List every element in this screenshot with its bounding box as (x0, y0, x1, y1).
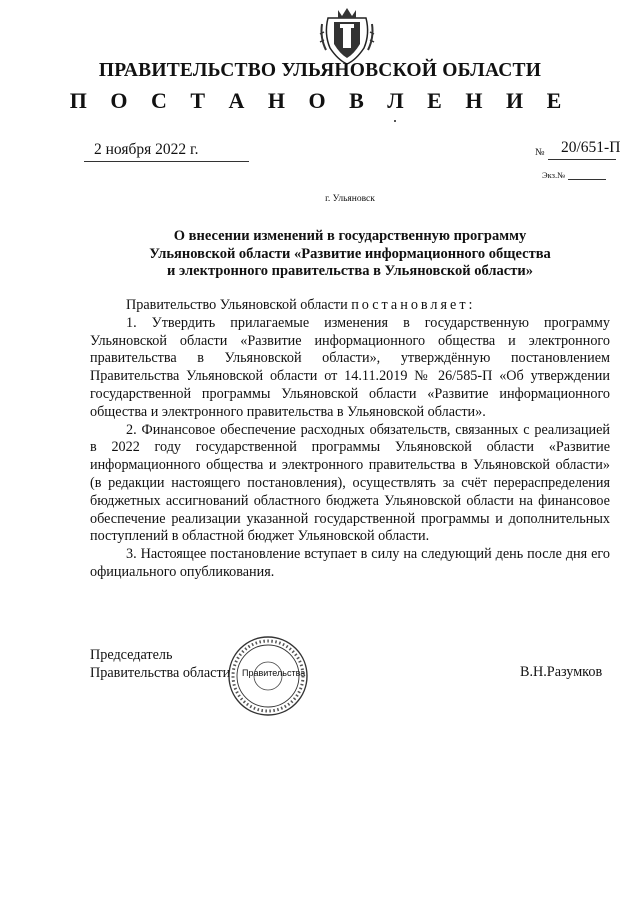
document-body (90, 297, 610, 582)
copy-underline (568, 179, 606, 180)
document-date: 2 ноября 2022 г. (94, 141, 199, 158)
coat-of-arms-emblem (318, 4, 376, 66)
decorative-dot (394, 120, 396, 122)
title-line: и электронного правительства в Ульяновской области» (167, 263, 533, 279)
city: г. Ульяновск (325, 194, 375, 204)
paragraph-2: 2. Финансовое обеспечение расходных обязательств, связанных с реализацией в 2022 году государственной программы Ульяновской области «Развитие информационного общества и электронного правительства в Ульяновской области» (в редакции настоящего постановления), осуществлять за счёт перераспределения бюджетных ассигнований областного бюджета Ульяновской области на финансовое обеспечение реализации указанной государственной программы и дополнительных поступлений в областной бюджет Ульяновской области. (90, 421, 610, 545)
signatory-position (90, 646, 230, 682)
date-underline (84, 161, 249, 162)
intro-text: Правительство Ульяновской области (126, 297, 348, 313)
title-line: О внесении изменений в государственную программу (173, 228, 527, 244)
position-line: Правительства области (90, 665, 231, 681)
document-title (90, 228, 610, 281)
stamp-text: Правительства (242, 668, 306, 678)
number-underline (548, 159, 616, 160)
title-line: Ульяновской области «Развитие информационного общества (149, 245, 551, 262)
intro-paragraph (90, 297, 610, 315)
signatory-name: В.Н.Разумков (520, 664, 603, 680)
number-sign: № (535, 147, 545, 158)
government-name: ПРАВИТЕЛЬСТВО УЛЬЯНОВСКОЙ ОБЛАСТИ (98, 60, 542, 81)
position-line: Председатель (90, 647, 173, 663)
paragraph-3: 3. Настоящее постановление вступает в силу на следующий день после дня его официального опубликования. (90, 546, 610, 580)
copy-label: Экз.№ (542, 170, 566, 180)
intro-decree-word: постановляет: (351, 297, 476, 313)
paragraph-1: 1. Утвердить прилагаемые изменения в государственную программу Ульяновской области «Развитие информационного общества и электронного правительства в Ульяновской области», утверждённую постановлением Правительства Ульяновской области от 14.11.2019 № 26/585-П «Об утверждении государственной программы Ульяновской области «Развитие информационного общества и электронного правительства в Ульяновской области». (90, 314, 610, 420)
document-type: П О С Т А Н О В Л Е Н И Е (69, 88, 571, 113)
document-number: 20/651-П (561, 139, 621, 156)
